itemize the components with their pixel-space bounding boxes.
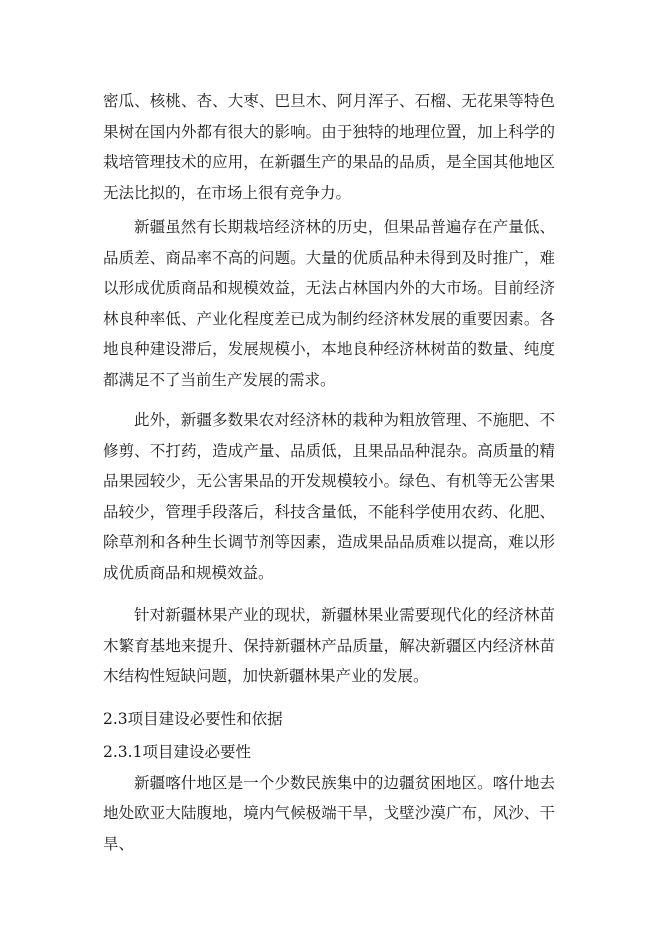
body-paragraph-3: 此外，新疆多数果农对经济林的栽种为粗放管理、不施肥、不修剪、不打药，造成产量、品质低，且果品品种混杂。高质量的精品果园较少，无公害果品的开发规模较小。绿色、有机等无公害果品较少，管理手段落后，科技含量低，不能科学使用农药、化肥、除草剂和各种生长调节剂等因素，造成果品品质难以提高，难以形成优质商品和规模效益。 xyxy=(103,411,555,582)
subsection-heading: 2.3.1项目建设必要性 xyxy=(103,743,251,761)
section-heading: 2.3项目建设必要性和依据 xyxy=(103,709,283,728)
body-paragraph-5: 新疆喀什地区是一个少数民族集中的边疆贫困地区。喀什地去地处欧亚大陆腹地，境内气候极端干旱，戈壁沙漠广布，风沙、干旱、 xyxy=(103,773,555,853)
body-paragraph-2: 新疆虽然有长期栽培经济林的历史，但果品普遍存在产量低、品质差、商品率不高的问题。大量的优质品种未得到及时推广，难以形成优质商品和规模效益，无法占林国内外的大市场。目前经济林良种率低、产业化程度差已成为制约经济林发展的重要因素。各地良种建设滞后，发展规模小，本地良种经济林树苗的数量、纯度都满足不了当前生产发展的需求。 xyxy=(103,218,555,389)
body-paragraph-1: 密瓜、核桃、杏、大枣、巴旦木、阿月浑子、石榴、无花果等特色果树在国内外都有很大的影响。由于独特的地理位置，加上科学的栽培管理技术的应用，在新疆生产的果品的品质，是全国其他地区无法比拟的，在市场上很有竞争力。 xyxy=(103,92,555,202)
body-paragraph-4: 针对新疆林果产业的现状，新疆林果业需要现代化的经济林苗木繁育基地来提升、保持新疆林产品质量，解决新疆区内经济林苗木结构性短缺问题，加快新疆林果产业的发展。 xyxy=(103,606,555,685)
document-page xyxy=(103,86,555,859)
